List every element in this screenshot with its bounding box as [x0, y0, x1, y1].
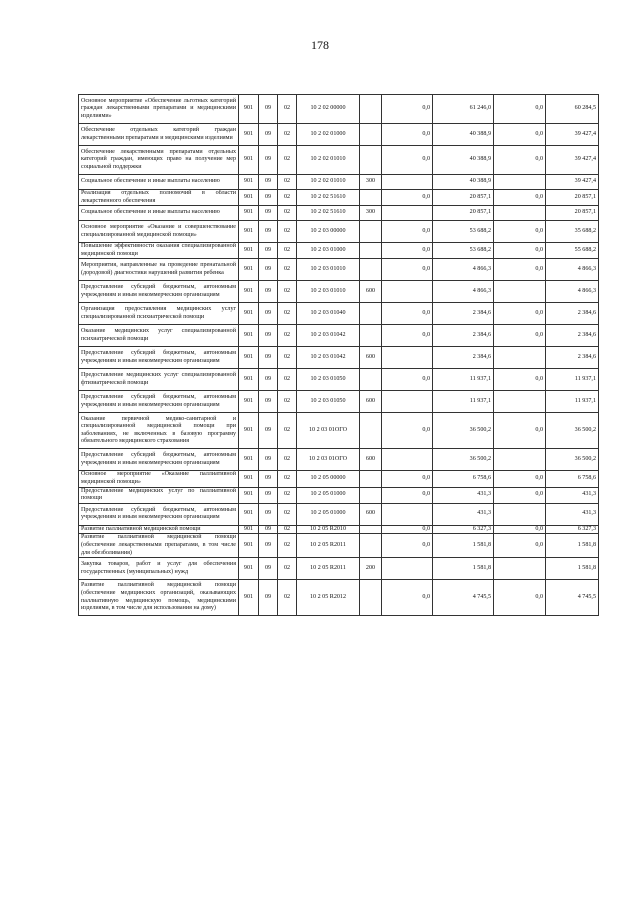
ministry-code: 901	[239, 391, 259, 413]
subsection-code: 02	[278, 534, 297, 558]
table-row	[79, 259, 599, 281]
amount-col-1: 0,0	[382, 525, 433, 534]
amount-col-2: 2 384,6	[433, 325, 494, 347]
target-code: 10 2 05 R2010	[297, 525, 360, 534]
target-code: 10 2 03 01ОГО	[297, 449, 360, 471]
amount-col-4: 20 857,1	[546, 190, 599, 206]
expense-type-code: 600	[360, 347, 382, 369]
table-row	[79, 325, 599, 347]
target-code: 10 2 03 01010	[297, 259, 360, 281]
amount-col-4: 39 427,4	[546, 124, 599, 146]
subsection-code: 02	[278, 391, 297, 413]
row-name: Социальное обеспечение и иные выплаты населению	[79, 175, 239, 190]
table-row	[79, 369, 599, 391]
expense-type-code	[360, 580, 382, 616]
target-code: 10 2 05 01000	[297, 487, 360, 503]
amount-col-3: 0,0	[494, 259, 546, 281]
subsection-code: 02	[278, 471, 297, 487]
subsection-code: 02	[278, 146, 297, 175]
amount-col-2: 4 866,3	[433, 259, 494, 281]
amount-col-1: 0,0	[382, 471, 433, 487]
target-code: 10 2 03 01042	[297, 325, 360, 347]
row-name: Предоставление субсидий бюджетным, автономным учреждениям и иным некоммерческим организациям	[79, 391, 239, 413]
amount-col-2: 20 857,1	[433, 190, 494, 206]
expense-type-code	[360, 221, 382, 243]
row-name: Предоставление субсидий бюджетным, автономным учреждениям и иным некоммерческим организациям	[79, 281, 239, 303]
amount-col-4: 6 327,3	[546, 525, 599, 534]
amount-col-3: 0,0	[494, 221, 546, 243]
table-row	[79, 471, 599, 487]
target-code: 10 2 02 00000	[297, 95, 360, 124]
expense-type-code: 300	[360, 175, 382, 190]
amount-col-3: 0,0	[494, 243, 546, 259]
section-code: 09	[259, 471, 278, 487]
row-name: Развитие паллиативной медицинской помощи (обеспечение лекарственными препаратами, в том числе для обезболивания)	[79, 534, 239, 558]
row-name: Обеспечение лекарственными препаратами отдельных категорий граждан, имеющих право на получение мер социальной поддержки	[79, 146, 239, 175]
row-name: Социальное обеспечение и иные выплаты населению	[79, 206, 239, 221]
subsection-code: 02	[278, 503, 297, 525]
subsection-code: 02	[278, 95, 297, 124]
target-code: 10 2 05 R2012	[297, 580, 360, 616]
amount-col-4: 4 745,5	[546, 580, 599, 616]
section-code: 09	[259, 347, 278, 369]
amount-col-4: 36 500,2	[546, 449, 599, 471]
amount-col-2: 11 937,1	[433, 391, 494, 413]
amount-col-2: 2 384,6	[433, 303, 494, 325]
expense-type-code: 600	[360, 503, 382, 525]
amount-col-4: 431,3	[546, 487, 599, 503]
target-code: 10 2 03 00000	[297, 221, 360, 243]
amount-col-1	[382, 449, 433, 471]
amount-col-3: 0,0	[494, 487, 546, 503]
amount-col-1: 0,0	[382, 146, 433, 175]
expense-type-code	[360, 534, 382, 558]
expense-type-code	[360, 190, 382, 206]
table-row	[79, 175, 599, 190]
amount-col-2: 53 688,2	[433, 221, 494, 243]
subsection-code: 02	[278, 449, 297, 471]
subsection-code: 02	[278, 413, 297, 449]
table-row	[79, 391, 599, 413]
section-code: 09	[259, 303, 278, 325]
amount-col-3: 0,0	[494, 325, 546, 347]
expense-type-code	[360, 471, 382, 487]
subsection-code: 02	[278, 558, 297, 580]
target-code: 10 2 03 01010	[297, 281, 360, 303]
row-name: Обеспечение отдельных категорий граждан лекарственными препаратами и медицинскими изделиями	[79, 124, 239, 146]
expense-type-code	[360, 487, 382, 503]
section-code: 09	[259, 146, 278, 175]
table-row	[79, 221, 599, 243]
table-row	[79, 281, 599, 303]
section-code: 09	[259, 487, 278, 503]
ministry-code: 901	[239, 259, 259, 281]
ministry-code: 901	[239, 206, 259, 221]
ministry-code: 901	[239, 534, 259, 558]
section-code: 09	[259, 449, 278, 471]
table-row	[79, 413, 599, 449]
section-code: 09	[259, 580, 278, 616]
expense-type-code	[360, 146, 382, 175]
target-code: 10 2 03 01000	[297, 243, 360, 259]
amount-col-2: 6 327,3	[433, 525, 494, 534]
table-row	[79, 243, 599, 259]
section-code: 09	[259, 124, 278, 146]
amount-col-3: 0,0	[494, 534, 546, 558]
section-code: 09	[259, 221, 278, 243]
row-name: Предоставление субсидий бюджетным, автономным учреждениям и иным некоммерческим организациям	[79, 449, 239, 471]
amount-col-4: 60 284,5	[546, 95, 599, 124]
amount-col-1: 0,0	[382, 534, 433, 558]
amount-col-3: 0,0	[494, 471, 546, 487]
amount-col-3	[494, 281, 546, 303]
subsection-code: 02	[278, 221, 297, 243]
table-row	[79, 534, 599, 558]
subsection-code: 02	[278, 580, 297, 616]
expense-type-code	[360, 303, 382, 325]
amount-col-2: 36 500,2	[433, 449, 494, 471]
amount-col-4: 36 500,2	[546, 413, 599, 449]
amount-col-4: 39 427,4	[546, 175, 599, 190]
subsection-code: 02	[278, 325, 297, 347]
row-name: Предоставление медицинских услуг специализированной фтизиатрической помощи	[79, 369, 239, 391]
amount-col-1: 0,0	[382, 413, 433, 449]
amount-col-3: 0,0	[494, 190, 546, 206]
amount-col-4: 431,3	[546, 503, 599, 525]
subsection-code: 02	[278, 347, 297, 369]
expense-type-code	[360, 243, 382, 259]
section-code: 09	[259, 525, 278, 534]
amount-col-4: 20 857,1	[546, 206, 599, 221]
expense-type-code	[360, 95, 382, 124]
section-code: 09	[259, 391, 278, 413]
row-name: Организация предоставления медицинских услуг специализированной психиатрической помощи	[79, 303, 239, 325]
amount-col-2: 36 500,2	[433, 413, 494, 449]
table-row	[79, 303, 599, 325]
table-row	[79, 449, 599, 471]
amount-col-3: 0,0	[494, 525, 546, 534]
table-row	[79, 558, 599, 580]
ministry-code: 901	[239, 413, 259, 449]
amount-col-4: 2 384,6	[546, 303, 599, 325]
amount-col-3: 0,0	[494, 580, 546, 616]
table-body	[79, 95, 599, 616]
amount-col-4: 11 937,1	[546, 369, 599, 391]
section-code: 09	[259, 206, 278, 221]
target-code: 10 2 03 01050	[297, 391, 360, 413]
amount-col-4: 55 688,2	[546, 243, 599, 259]
ministry-code: 901	[239, 146, 259, 175]
subsection-code: 02	[278, 243, 297, 259]
amount-col-4: 39 427,4	[546, 146, 599, 175]
amount-col-1: 0,0	[382, 190, 433, 206]
amount-col-3	[494, 347, 546, 369]
section-code: 09	[259, 175, 278, 190]
amount-col-2: 61 246,0	[433, 95, 494, 124]
expense-type-code	[360, 525, 382, 534]
ministry-code: 901	[239, 369, 259, 391]
subsection-code: 02	[278, 124, 297, 146]
amount-col-3: 0,0	[494, 146, 546, 175]
subsection-code: 02	[278, 190, 297, 206]
ministry-code: 901	[239, 243, 259, 259]
row-name: Основное мероприятие «Оказание паллиативной медицинской помощи»	[79, 471, 239, 487]
row-name: Предоставление субсидий бюджетным, автономным учреждениям и иным некоммерческим организациям	[79, 347, 239, 369]
ministry-code: 901	[239, 281, 259, 303]
amount-col-4: 2 384,6	[546, 325, 599, 347]
subsection-code: 02	[278, 303, 297, 325]
amount-col-3	[494, 175, 546, 190]
amount-col-1	[382, 347, 433, 369]
amount-col-2: 11 937,1	[433, 369, 494, 391]
row-name: Предоставление субсидий бюджетным, автономным учреждениям и иным некоммерческим организациям	[79, 503, 239, 525]
amount-col-1	[382, 206, 433, 221]
ministry-code: 901	[239, 580, 259, 616]
amount-col-1	[382, 558, 433, 580]
target-code: 10 2 05 R2011	[297, 534, 360, 558]
amount-col-4: 6 758,6	[546, 471, 599, 487]
amount-col-2: 1 581,8	[433, 558, 494, 580]
amount-col-4: 4 866,3	[546, 259, 599, 281]
amount-col-3	[494, 391, 546, 413]
section-code: 09	[259, 95, 278, 124]
expense-type-code	[360, 325, 382, 347]
row-name: Закупка товаров, работ и услуг для обеспечения государственных (муниципальных) нужд	[79, 558, 239, 580]
budget-table	[78, 94, 599, 616]
expense-type-code: 600	[360, 449, 382, 471]
row-name: Оказание медицинских услуг специализированной психиатрической помощи	[79, 325, 239, 347]
subsection-code: 02	[278, 525, 297, 534]
amount-col-2: 53 688,2	[433, 243, 494, 259]
amount-col-4: 4 866,3	[546, 281, 599, 303]
row-name: Развитие паллиативной медицинской помощи (обеспечение медицинских организаций, оказывающих паллиативную медицинскую помощь, медицинскими изделиями, в том числе для использования на дому)	[79, 580, 239, 616]
amount-col-2: 20 857,1	[433, 206, 494, 221]
ministry-code: 901	[239, 124, 259, 146]
section-code: 09	[259, 190, 278, 206]
target-code: 10 2 02 51610	[297, 190, 360, 206]
expense-type-code	[360, 369, 382, 391]
row-name: Основное мероприятие «Оказание и совершенствование специализированной медицинской помощи»	[79, 221, 239, 243]
table-row	[79, 124, 599, 146]
amount-col-3	[494, 558, 546, 580]
ministry-code: 901	[239, 190, 259, 206]
amount-col-1: 0,0	[382, 325, 433, 347]
expense-type-code: 200	[360, 558, 382, 580]
ministry-code: 901	[239, 303, 259, 325]
ministry-code: 901	[239, 558, 259, 580]
ministry-code: 901	[239, 503, 259, 525]
target-code: 10 2 02 01010	[297, 175, 360, 190]
amount-col-4: 11 937,1	[546, 391, 599, 413]
table-row	[79, 206, 599, 221]
ministry-code: 901	[239, 95, 259, 124]
amount-col-4: 2 384,6	[546, 347, 599, 369]
amount-col-1	[382, 391, 433, 413]
amount-col-1: 0,0	[382, 580, 433, 616]
ministry-code: 901	[239, 175, 259, 190]
section-code: 09	[259, 325, 278, 347]
target-code: 10 2 02 51610	[297, 206, 360, 221]
subsection-code: 02	[278, 487, 297, 503]
amount-col-1: 0,0	[382, 259, 433, 281]
amount-col-3	[494, 503, 546, 525]
section-code: 09	[259, 503, 278, 525]
ministry-code: 901	[239, 487, 259, 503]
row-name: Мероприятия, направленные на проведение пренатальной (дородовой) диагностики нарушений развития ребенка	[79, 259, 239, 281]
subsection-code: 02	[278, 206, 297, 221]
table-row	[79, 580, 599, 616]
amount-col-1: 0,0	[382, 369, 433, 391]
amount-col-2: 40 388,9	[433, 146, 494, 175]
amount-col-1: 0,0	[382, 221, 433, 243]
row-name: Оказание первичной медико-санитарной и специализированной медицинской помощи при заболеваниях, не включенных в базовую программу обязательного медицинского страхования	[79, 413, 239, 449]
amount-col-3: 0,0	[494, 124, 546, 146]
ministry-code: 901	[239, 221, 259, 243]
amount-col-2: 431,3	[433, 503, 494, 525]
expense-type-code	[360, 124, 382, 146]
section-code: 09	[259, 534, 278, 558]
amount-col-1	[382, 503, 433, 525]
table-row	[79, 146, 599, 175]
amount-col-2: 4 866,3	[433, 281, 494, 303]
amount-col-3	[494, 206, 546, 221]
target-code: 10 2 03 01042	[297, 347, 360, 369]
ministry-code: 901	[239, 347, 259, 369]
table-row	[79, 487, 599, 503]
target-code: 10 2 05 00000	[297, 471, 360, 487]
target-code: 10 2 02 01000	[297, 124, 360, 146]
expense-type-code	[360, 413, 382, 449]
section-code: 09	[259, 369, 278, 391]
expense-type-code: 600	[360, 281, 382, 303]
amount-col-1: 0,0	[382, 487, 433, 503]
section-code: 09	[259, 243, 278, 259]
subsection-code: 02	[278, 281, 297, 303]
target-code: 10 2 05 01000	[297, 503, 360, 525]
ministry-code: 901	[239, 449, 259, 471]
expense-type-code: 300	[360, 206, 382, 221]
amount-col-4: 1 581,8	[546, 558, 599, 580]
table-row	[79, 190, 599, 206]
subsection-code: 02	[278, 175, 297, 190]
amount-col-2: 40 388,9	[433, 175, 494, 190]
ministry-code: 901	[239, 471, 259, 487]
amount-col-1: 0,0	[382, 303, 433, 325]
amount-col-1: 0,0	[382, 124, 433, 146]
table-row	[79, 525, 599, 534]
subsection-code: 02	[278, 369, 297, 391]
expense-type-code	[360, 259, 382, 281]
page-number: 178	[311, 38, 329, 52]
target-code: 10 2 03 01050	[297, 369, 360, 391]
target-code: 10 2 02 01010	[297, 146, 360, 175]
target-code: 10 2 03 01ОГО	[297, 413, 360, 449]
amount-col-3: 0,0	[494, 369, 546, 391]
expense-type-code: 600	[360, 391, 382, 413]
table-row	[79, 95, 599, 124]
table-row	[79, 503, 599, 525]
amount-col-3: 0,0	[494, 303, 546, 325]
amount-col-1: 0,0	[382, 95, 433, 124]
row-name: Реализация отдельных полномочий в области лекарственного обеспечения	[79, 190, 239, 206]
amount-col-2: 40 388,9	[433, 124, 494, 146]
target-code: 10 2 03 01040	[297, 303, 360, 325]
section-code: 09	[259, 259, 278, 281]
target-code: 10 2 05 R2011	[297, 558, 360, 580]
row-name: Развитие паллиативной медицинской помощи	[79, 525, 239, 534]
amount-col-4: 35 688,2	[546, 221, 599, 243]
section-code: 09	[259, 413, 278, 449]
amount-col-2: 4 745,5	[433, 580, 494, 616]
table-row	[79, 347, 599, 369]
subsection-code: 02	[278, 259, 297, 281]
ministry-code: 901	[239, 325, 259, 347]
amount-col-2: 431,3	[433, 487, 494, 503]
amount-col-4: 1 581,8	[546, 534, 599, 558]
row-name: Основное мероприятие «Обеспечение льготных категорий граждан лекарственными препаратами и медицинскими изделиями»	[79, 95, 239, 124]
amount-col-3	[494, 449, 546, 471]
amount-col-2: 6 758,6	[433, 471, 494, 487]
row-name: Повышение эффективности оказания специализированной медицинской помощи	[79, 243, 239, 259]
amount-col-3: 0,0	[494, 413, 546, 449]
amount-col-2: 2 384,6	[433, 347, 494, 369]
amount-col-3: 0,0	[494, 95, 546, 124]
row-name: Предоставление медицинских услуг по паллиативной помощи	[79, 487, 239, 503]
section-code: 09	[259, 558, 278, 580]
amount-col-1: 0,0	[382, 243, 433, 259]
ministry-code: 901	[239, 525, 259, 534]
section-code: 09	[259, 281, 278, 303]
amount-col-2: 1 581,8	[433, 534, 494, 558]
amount-col-1	[382, 175, 433, 190]
amount-col-1	[382, 281, 433, 303]
